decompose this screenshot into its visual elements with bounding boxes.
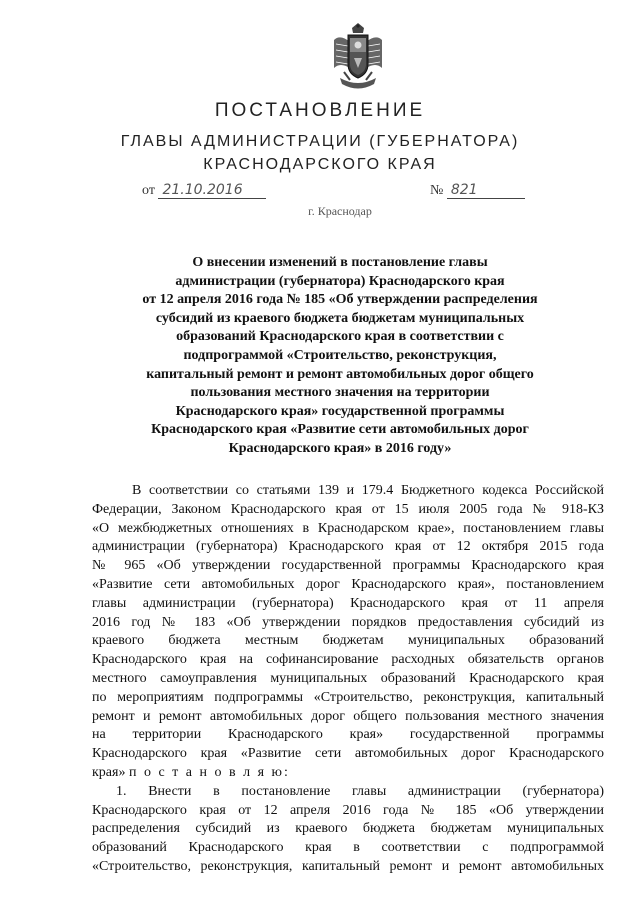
document-body bbox=[92, 482, 604, 877]
title-line: пользования местного значения на территории bbox=[190, 385, 490, 401]
number-prefix: № bbox=[430, 183, 444, 198]
title-line: администрации (губернатора) Краснодарского края bbox=[175, 273, 505, 289]
date-line bbox=[142, 182, 266, 199]
title-line: от 12 апреля 2016 года № 185 «Об утверждении распределения bbox=[142, 292, 538, 308]
body-line: Краснодарского края «Развитие сети автомобильных дорог Краснодарского bbox=[92, 746, 604, 762]
title-line: субсидий из краевого бюджета бюджетам муниципальных bbox=[155, 310, 525, 326]
body-line: № 965 «Об утверждении государственной программы Краснодарского края bbox=[92, 558, 604, 574]
title-line: капитальный ремонт и ремонт автомобильных дорог общего bbox=[146, 366, 534, 382]
authority-line-2: КРАСНОДАРСКОГО КРАЯ bbox=[203, 156, 437, 173]
title-line: О внесении изменений в постановление главы bbox=[192, 255, 488, 270]
body-line: краевого бюджета местным бюджетам муниципальных образований bbox=[92, 633, 604, 649]
title-line: образований Краснодарского края в соответствии с bbox=[176, 329, 504, 345]
city-label: г. Краснодар bbox=[308, 204, 372, 218]
title-line: Краснодарского края» в 2016 году» bbox=[228, 440, 452, 456]
body-line: 1. Внести в постановление главы администрации (губернатора) bbox=[116, 783, 604, 799]
body-line: на территории Краснодарского края» государственной программы bbox=[92, 727, 604, 743]
document-type-heading: ПОСТАНОВЛЕНИЕ bbox=[214, 100, 426, 121]
handwritten-number: 821 bbox=[447, 182, 525, 199]
body-line: образований Краснодарского края в соответствии с подпрограммой bbox=[92, 840, 604, 856]
body-line: распределения субсидий из краевого бюджета бюджетам муниципальных bbox=[92, 821, 604, 837]
resolve-word: п о с т а н о в л я ю: bbox=[128, 764, 290, 780]
body-line: Федерации, Законом Краснодарского края от 15 июля 2005 года № 918-КЗ bbox=[92, 501, 604, 517]
title-line: подпрограммой «Строительство, реконструкция, bbox=[183, 347, 497, 363]
document-title bbox=[110, 254, 570, 459]
body-line: «Строительство, реконструкция, капитальный ремонт и ремонт автомобильных bbox=[92, 858, 604, 874]
body-line-resolve: края» п о с т а н о в л я ю: bbox=[92, 764, 290, 780]
body-line: «О межбюджетных отношениях в Краснодарском крае», постановлением главы bbox=[92, 520, 604, 536]
body-line: по мероприятиям подпрограммы «Строительство, реконструкция, капитальный bbox=[92, 689, 604, 705]
authority-line-1: ГЛАВЫ АДМИНИСТРАЦИИ (ГУБЕРНАТОРА) bbox=[120, 133, 520, 150]
body-line: Краснодарского края на софинансирование расходных обязательств органов bbox=[92, 652, 604, 668]
number-line bbox=[430, 182, 525, 199]
handwritten-date: 21.10.2016 bbox=[158, 182, 266, 199]
body-line: 2016 год № 183 «Об утверждении порядков предоставления субсидий из bbox=[92, 614, 604, 630]
body-line: местного самоуправления муниципальных образований Краснодарского края bbox=[92, 670, 604, 686]
body-line: администрации (губернатора) Краснодарского края от 12 октября 2015 года bbox=[92, 539, 604, 555]
body-line: Краснодарского края от 12 апреля 2016 года № 185 «Об утверждении bbox=[92, 802, 604, 818]
body-line: главы администрации (губернатора) Краснодарского края от 11 апреля bbox=[92, 595, 604, 611]
title-line: Краснодарского края» государственной программы bbox=[175, 403, 505, 419]
title-line: Краснодарского края «Развитие сети автомобильных дорог bbox=[151, 422, 529, 438]
coat-of-arms-emblem bbox=[330, 22, 386, 94]
body-line: В соответствии со статьями 139 и 179.4 Бюджетного кодекса Российской bbox=[132, 483, 604, 498]
body-line: «Развитие сети автомобильных дорог Краснодарского края», постановлением bbox=[92, 576, 604, 592]
date-prefix: от bbox=[142, 183, 155, 198]
body-line: ремонт и ремонт автомобильных дорог общего пользования местного значения bbox=[92, 708, 604, 724]
